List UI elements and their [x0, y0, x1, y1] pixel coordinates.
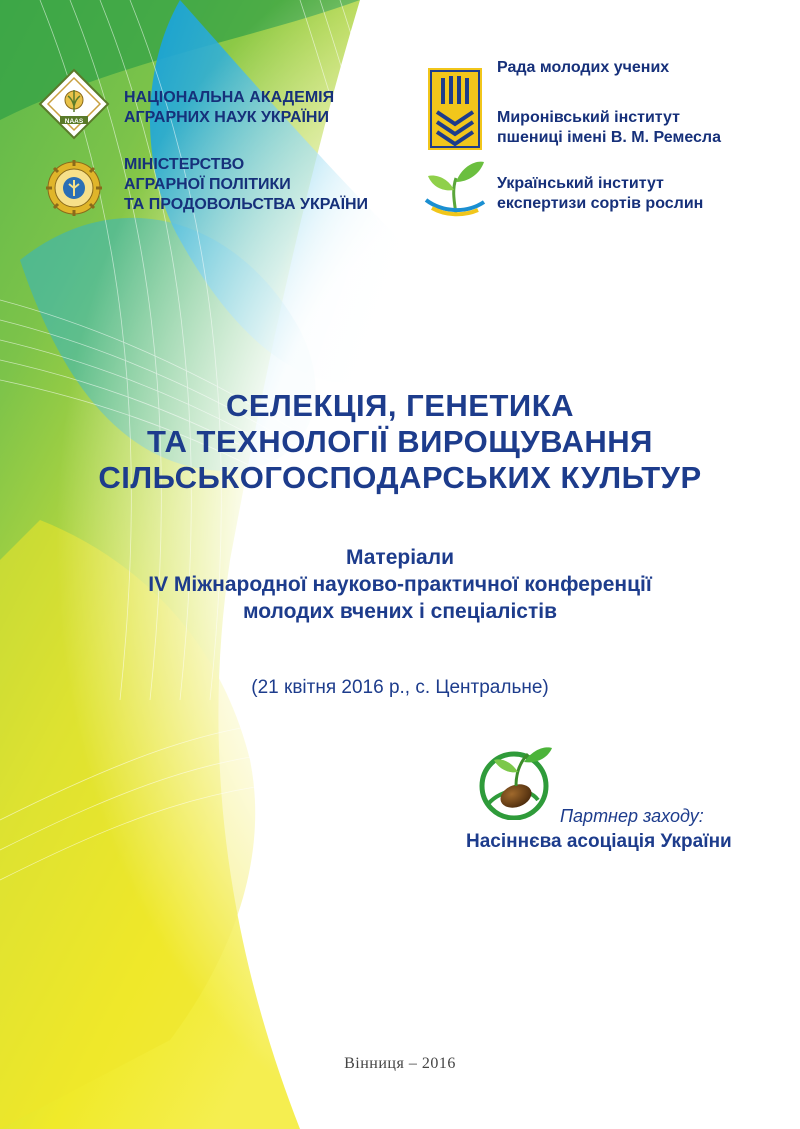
naas-logo-text: NAAS — [64, 118, 84, 125]
partner-label: Партнер заходу: — [560, 806, 704, 826]
seed-sprout-icon — [472, 744, 554, 820]
conference-subtitle: Матеріали IV Міжнародної науково-практичної конференції молодих вчених і спеціалістів — [148, 546, 652, 623]
org-ministry-name: МІНІСТЕРСТВО АГРАРНОЇ ПОЛІТИКИ ТА ПРОДОВОЛЬСТВА УКРАЇНИ — [124, 156, 369, 213]
org-variety-expertise-institute: Український інститут експертизи сортів рослин — [497, 175, 704, 212]
wheat-emblem-icon — [428, 68, 482, 150]
org-young-scientists-council: Рада молодих учених — [497, 59, 670, 76]
publication-place-year: Вінниця – 2016 — [344, 1055, 456, 1072]
partner-name: Насіннєва асоціація України — [466, 831, 732, 852]
org-myronivka-institute: Миронівський інститут пшениці імені В. М. Ремесла — [497, 109, 721, 146]
page-title: СЕЛЕКЦІЯ, ГЕНЕТИКА ТА ТЕХНОЛОГІЇ ВИРОЩУВАННЯ СІЛЬСЬКОГОСПОДАРСЬКИХ КУЛЬТУР — [98, 388, 702, 495]
sprout-emblem-icon — [422, 156, 488, 218]
naas-emblem-icon — [38, 68, 110, 140]
ministry-emblem-icon — [44, 158, 104, 218]
conference-date: (21 квітня 2016 р., с. Центральне) — [251, 677, 549, 698]
org-naas-name: НАЦІОНАЛЬНА АКАДЕМІЯ АГРАРНИХ НАУК УКРАЇНИ — [124, 89, 335, 126]
